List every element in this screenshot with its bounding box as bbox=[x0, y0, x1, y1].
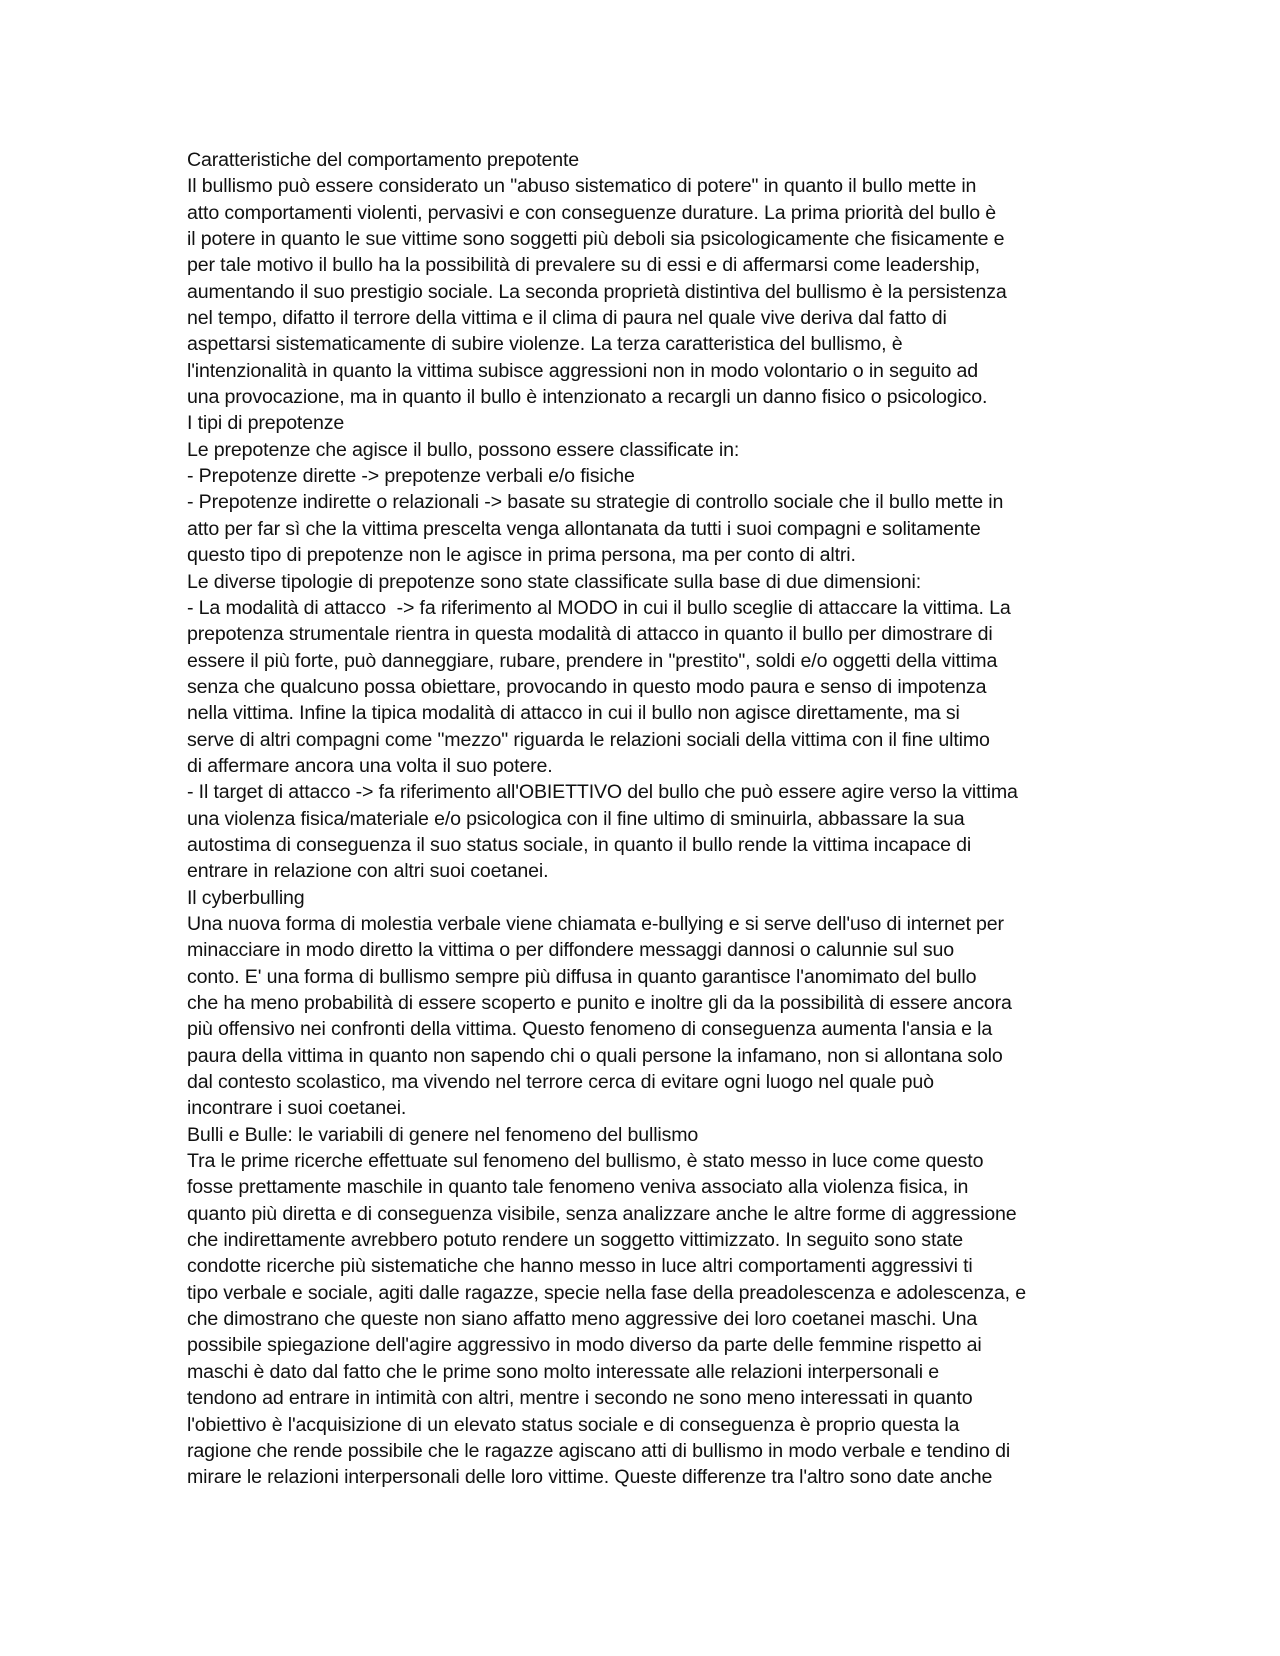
text-line: Le prepotenze che agisce il bullo, possono essere classificate in: bbox=[187, 438, 740, 461]
text-line: atto comportamenti violenti, pervasivi e con conseguenze durature. La prima priorità del bullo è bbox=[187, 201, 996, 224]
text-line: serve di altri compagni come "mezzo" riguarda le relazioni sociali della vittima con il fine ultimo bbox=[187, 728, 990, 751]
text-line: di affermare ancora una volta il suo potere. bbox=[187, 754, 553, 777]
text-line: I tipi di prepotenze bbox=[187, 412, 345, 435]
text-line: entrare in relazione con altri suoi coetanei. bbox=[187, 860, 549, 883]
text-line: maschi è dato dal fatto che le prime sono molto interessate alle relazioni interpersonali e bbox=[187, 1360, 940, 1383]
text-line: - Il target di attacco -> fa riferimento all'OBIETTIVO del bullo che può essere agire verso la vittima bbox=[187, 781, 1018, 804]
text-line: per tale motivo il bullo ha la possibilità di prevalere su di essi e di affermarsi come leadership, bbox=[187, 254, 980, 277]
text-line: l'intenzionalità in quanto la vittima subisce aggressioni non in modo volontario o in seguito ad bbox=[187, 359, 979, 382]
text-line: tendono ad entrare in intimità con altri, mentre i secondo ne sono meno interessati in quanto bbox=[187, 1387, 973, 1410]
text-line: condotte ricerche più sistematiche che hanno messo in luce altri comportamenti aggressivi ti bbox=[187, 1255, 973, 1278]
text-line: - La modalità di attacco -> fa riferimento al MODO in cui il bullo sceglie di attaccare la vittima. La bbox=[187, 596, 1011, 619]
document-body bbox=[187, 147, 1092, 1491]
text-line: tipo verbale e sociale, agiti dalle ragazze, specie nella fase della preadolescenza e adolescenza, e bbox=[187, 1281, 1026, 1304]
text-line: aumentando il suo prestigio sociale. La seconda proprietà distintiva del bullismo è la persistenza bbox=[187, 280, 1007, 303]
text-line: Il cyberbulling bbox=[187, 886, 305, 909]
text-line: prepotenza strumentale rientra in questa modalità di attacco in quanto il bullo per dimostrare di bbox=[187, 623, 993, 646]
text-line: - Prepotenze indirette o relazionali -> basate su strategie di controllo sociale che il bullo mette in bbox=[187, 491, 1004, 514]
text-line: essere il più forte, può danneggiare, rubare, prendere in "prestito", soldi e/o oggetti della vittima bbox=[187, 649, 998, 672]
text-line: autostima di conseguenza il suo status sociale, in quanto il bullo rende la vittima incapace di bbox=[187, 833, 972, 856]
text-line: possibile spiegazione dell'agire aggressivo in modo diverso da parte delle femmine rispetto ai bbox=[187, 1334, 982, 1357]
text-line: conto. E' una forma di bullismo sempre più diffusa in quanto garantisce l'anomimato del bullo bbox=[187, 965, 977, 988]
text-line: che indirettamente avrebbero potuto rendere un soggetto vittimizzato. In seguito sono state bbox=[187, 1229, 964, 1252]
text-line: ragione che rende possibile che le ragazze agiscano atti di bullismo in modo verbale e tendino di bbox=[187, 1439, 1011, 1462]
text-line: nella vittima. Infine la tipica modalità di attacco in cui il bullo non agisce direttamente, ma si bbox=[187, 702, 960, 725]
text-line: incontrare i suoi coetanei. bbox=[187, 1097, 407, 1120]
text-line: Le diverse tipologie di prepotenze sono state classificate sulla base di due dimensioni: bbox=[187, 570, 921, 593]
text-line: senza che qualcuno possa obiettare, provocando in questo modo paura e senso di impotenza bbox=[187, 675, 987, 698]
text-line: una violenza fisica/materiale e/o psicologica con il fine ultimo di sminuirla, abbassare la sua bbox=[187, 807, 965, 830]
text-line: minacciare in modo diretto la vittima o per diffondere messaggi dannosi o calunnie sul suo bbox=[187, 939, 955, 962]
text-line: Una nuova forma di molestia verbale viene chiamata e-bullying e si serve dell'uso di internet per bbox=[187, 912, 1004, 935]
text-line: Tra le prime ricerche effettuate sul fenomeno del bullismo, è stato messo in luce come questo bbox=[187, 1150, 984, 1173]
text-line: più offensivo nei confronti della vittima. Questo fenomeno di conseguenza aumenta l'ansia e la bbox=[187, 1018, 993, 1041]
text-line: questo tipo di prepotenze non le agisce in prima persona, ma per conto di altri. bbox=[187, 544, 856, 567]
text-line: aspettarsi sistematicamente di subire violenze. La terza caratteristica del bullismo, è bbox=[187, 333, 903, 356]
text-line: una provocazione, ma in quanto il bullo è intenzionato a recargli un danno fisico o psicologico. bbox=[187, 386, 988, 409]
text-line: l'obiettivo è l'acquisizione di un elevato status sociale e di conseguenza è proprio questa la bbox=[187, 1413, 960, 1436]
text-line: Bulli e Bulle: le variabili di genere nel fenomeno del bullismo bbox=[187, 1123, 699, 1146]
text-line: quanto più diretta e di conseguenza visibile, senza analizzare anche le altre forme di aggressione bbox=[187, 1202, 1017, 1225]
text-line: - Prepotenze dirette -> prepotenze verbali e/o fisiche bbox=[187, 465, 635, 488]
text-line: Il bullismo può essere considerato un "abuso sistematico di potere" in quanto il bullo mette in bbox=[187, 175, 977, 198]
text-line: che ha meno probabilità di essere scoperto e punito e inoltre gli da la possibilità di essere ancora bbox=[187, 992, 1012, 1014]
text-line: il potere in quanto le sue vittime sono soggetti più deboli sia psicologicamente che fisicamente e bbox=[187, 228, 1005, 251]
text-line: fosse prettamente maschile in quanto tale fenomeno veniva associato alla violenza fisica, in bbox=[187, 1176, 969, 1199]
text-line: paura della vittima in quanto non sapendo chi o quali persone la infamano, non si allontana solo bbox=[187, 1044, 1003, 1067]
text-line: mirare le relazioni interpersonali delle loro vittime. Queste differenze tra l'altro sono date anche bbox=[187, 1466, 993, 1489]
text-line: Caratteristiche del comportamento prepotente bbox=[187, 149, 580, 171]
text-line: che dimostrano che queste non siano affatto meno aggressive dei loro coetanei maschi. Una bbox=[187, 1308, 978, 1331]
text-line: nel tempo, difatto il terrore della vittima e il clima di paura nel quale vive deriva dal fatto di bbox=[187, 307, 947, 330]
text-line: atto per far sì che la vittima prescelta venga allontanata da tutti i suoi compagni e solitamente bbox=[187, 517, 981, 540]
text-line: dal contesto scolastico, ma vivendo nel terrore cerca di evitare ogni luogo nel quale può bbox=[187, 1071, 934, 1094]
